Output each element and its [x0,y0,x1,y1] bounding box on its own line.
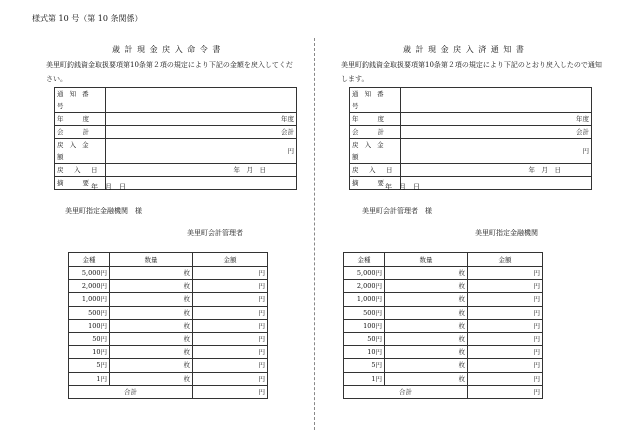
header-amount: 金額 [193,253,268,267]
denomination-yen: 円 [468,372,543,385]
info-value: 円 [401,139,592,164]
table-row [344,372,543,385]
denomination-yen: 円 [468,280,543,293]
table-row [344,306,543,319]
table-row [344,280,543,293]
info-value [401,88,592,113]
info-label: 年 度 [55,113,106,126]
denomination-yen: 円 [193,372,268,385]
addressee: 美里町会計管理者 様 [362,207,432,215]
denomination-kind: 500円 [69,306,110,319]
info-value [106,88,297,113]
form-body-text: 美里町釣銭資金取扱要項第10条第２項の規定により下記のとおり戻入したので通知します。 [341,61,602,83]
info-label: 摘 要 [55,177,106,190]
form-number-label: 様式第 10 号（第 10 条関係） [32,14,143,23]
denomination-yen: 円 [193,306,268,319]
info-row [55,126,297,139]
total-label: 合計 [344,385,468,398]
denomination-kind: 2,000円 [344,280,385,293]
total-yen: 円 [468,385,543,398]
info-value: 円 [106,139,297,164]
header-kind: 金種 [344,253,385,267]
denomination-kind: 1,000円 [344,293,385,306]
table-row [344,267,543,280]
info-value: 会計 [401,126,592,139]
table-row [69,346,268,359]
info-label: 通 知 番 号 [350,88,401,113]
denomination-unit: 枚 [385,280,468,293]
denomination-unit: 枚 [385,306,468,319]
info-label: 会 計 [55,126,106,139]
sender: 美里町指定金融機関 [475,229,538,237]
denomination-kind: 100円 [69,319,110,332]
sender: 美里町会計管理者 [187,229,243,237]
total-row [344,385,543,398]
denomination-kind: 1円 [69,372,110,385]
denomination-kind: 5円 [344,359,385,372]
denomination-table [68,252,268,399]
info-row [55,113,297,126]
denomination-yen: 円 [193,346,268,359]
denomination-kind: 100円 [344,319,385,332]
info-row [350,88,592,113]
total-yen: 円 [193,385,268,398]
denomination-unit: 枚 [385,293,468,306]
form-title: 歳 計 現 金 戻 入 命 令 書 [112,45,222,54]
denomination-kind: 2,000円 [69,280,110,293]
denomination-yen: 円 [468,267,543,280]
info-row [55,164,297,177]
denomination-yen: 円 [468,306,543,319]
denomination-unit: 枚 [110,319,193,332]
denomination-yen: 円 [193,293,268,306]
info-value: 年度 [401,113,592,126]
info-row [55,88,297,113]
date-line: 年 月 日 [385,183,420,191]
denomination-kind: 50円 [69,332,110,345]
info-label: 年 度 [350,113,401,126]
info-value: 年度 [106,113,297,126]
denomination-unit: 枚 [110,306,193,319]
table-row [344,359,543,372]
info-label: 戻 入 金 額 [55,139,106,164]
info-value [106,177,297,190]
denomination-unit: 枚 [385,267,468,280]
denomination-yen: 円 [193,319,268,332]
denomination-yen: 円 [193,332,268,345]
info-table [349,87,592,190]
return-notice-panel [305,0,605,439]
header-quantity: 数量 [385,253,468,267]
info-label: 戻 入 日 [350,164,401,177]
denomination-kind: 5,000円 [69,267,110,280]
denomination-kind: 1円 [344,372,385,385]
header-quantity: 数量 [110,253,193,267]
table-row [69,319,268,332]
table-row [344,346,543,359]
form-body-text: 美里町釣銭資金取扱要項第10条第２項の規定により下記の金額を戻入してください。 [46,61,293,83]
denomination-yen: 円 [468,346,543,359]
denomination-kind: 5,000円 [344,267,385,280]
denomination-unit: 枚 [110,267,193,280]
info-label: 通 知 番 号 [55,88,106,113]
denomination-unit: 枚 [110,332,193,345]
denomination-yen: 円 [193,280,268,293]
table-header-row [344,253,543,267]
table-row [69,332,268,345]
denomination-yen: 円 [193,359,268,372]
table-row [344,332,543,345]
denomination-kind: 1,000円 [69,293,110,306]
header-kind: 金種 [69,253,110,267]
denomination-kind: 10円 [344,346,385,359]
table-row [69,267,268,280]
denomination-unit: 枚 [110,293,193,306]
info-row [350,113,592,126]
table-row [69,293,268,306]
table-row [69,306,268,319]
return-order-panel [0,0,300,439]
header-amount: 金額 [468,253,543,267]
denomination-yen: 円 [468,293,543,306]
addressee: 美里町指定金融機関 様 [65,207,142,215]
denomination-unit: 枚 [110,346,193,359]
denomination-unit: 枚 [110,359,193,372]
table-row [69,372,268,385]
denomination-unit: 枚 [385,359,468,372]
info-table [54,87,297,190]
info-row [350,126,592,139]
denomination-kind: 50円 [344,332,385,345]
info-label: 戻 入 金 額 [350,139,401,164]
info-value: 年 月 日 [106,164,297,177]
denomination-kind: 500円 [344,306,385,319]
denomination-yen: 円 [468,359,543,372]
denomination-unit: 枚 [385,346,468,359]
denomination-unit: 枚 [385,319,468,332]
table-row [344,319,543,332]
date-line: 年 月 日 [91,183,126,191]
denomination-table [343,252,543,399]
info-row [350,164,592,177]
denomination-yen: 円 [468,332,543,345]
form-title: 歳 計 現 金 戻 入 済 通 知 書 [403,45,525,54]
info-value: 会計 [106,126,297,139]
info-row [350,139,592,164]
info-value [401,177,592,190]
denomination-unit: 枚 [110,280,193,293]
denomination-yen: 円 [468,319,543,332]
denomination-kind: 10円 [69,346,110,359]
denomination-unit: 枚 [385,372,468,385]
info-label: 摘 要 [350,177,401,190]
total-row [69,385,268,398]
info-label: 会 計 [350,126,401,139]
info-value: 年 月 日 [401,164,592,177]
denomination-unit: 枚 [385,332,468,345]
info-label: 戻 入 日 [55,164,106,177]
table-header-row [69,253,268,267]
table-row [69,359,268,372]
info-row [55,139,297,164]
total-label: 合計 [69,385,193,398]
denomination-kind: 5円 [69,359,110,372]
table-row [69,280,268,293]
denomination-unit: 枚 [110,372,193,385]
table-row [344,293,543,306]
denomination-yen: 円 [193,267,268,280]
